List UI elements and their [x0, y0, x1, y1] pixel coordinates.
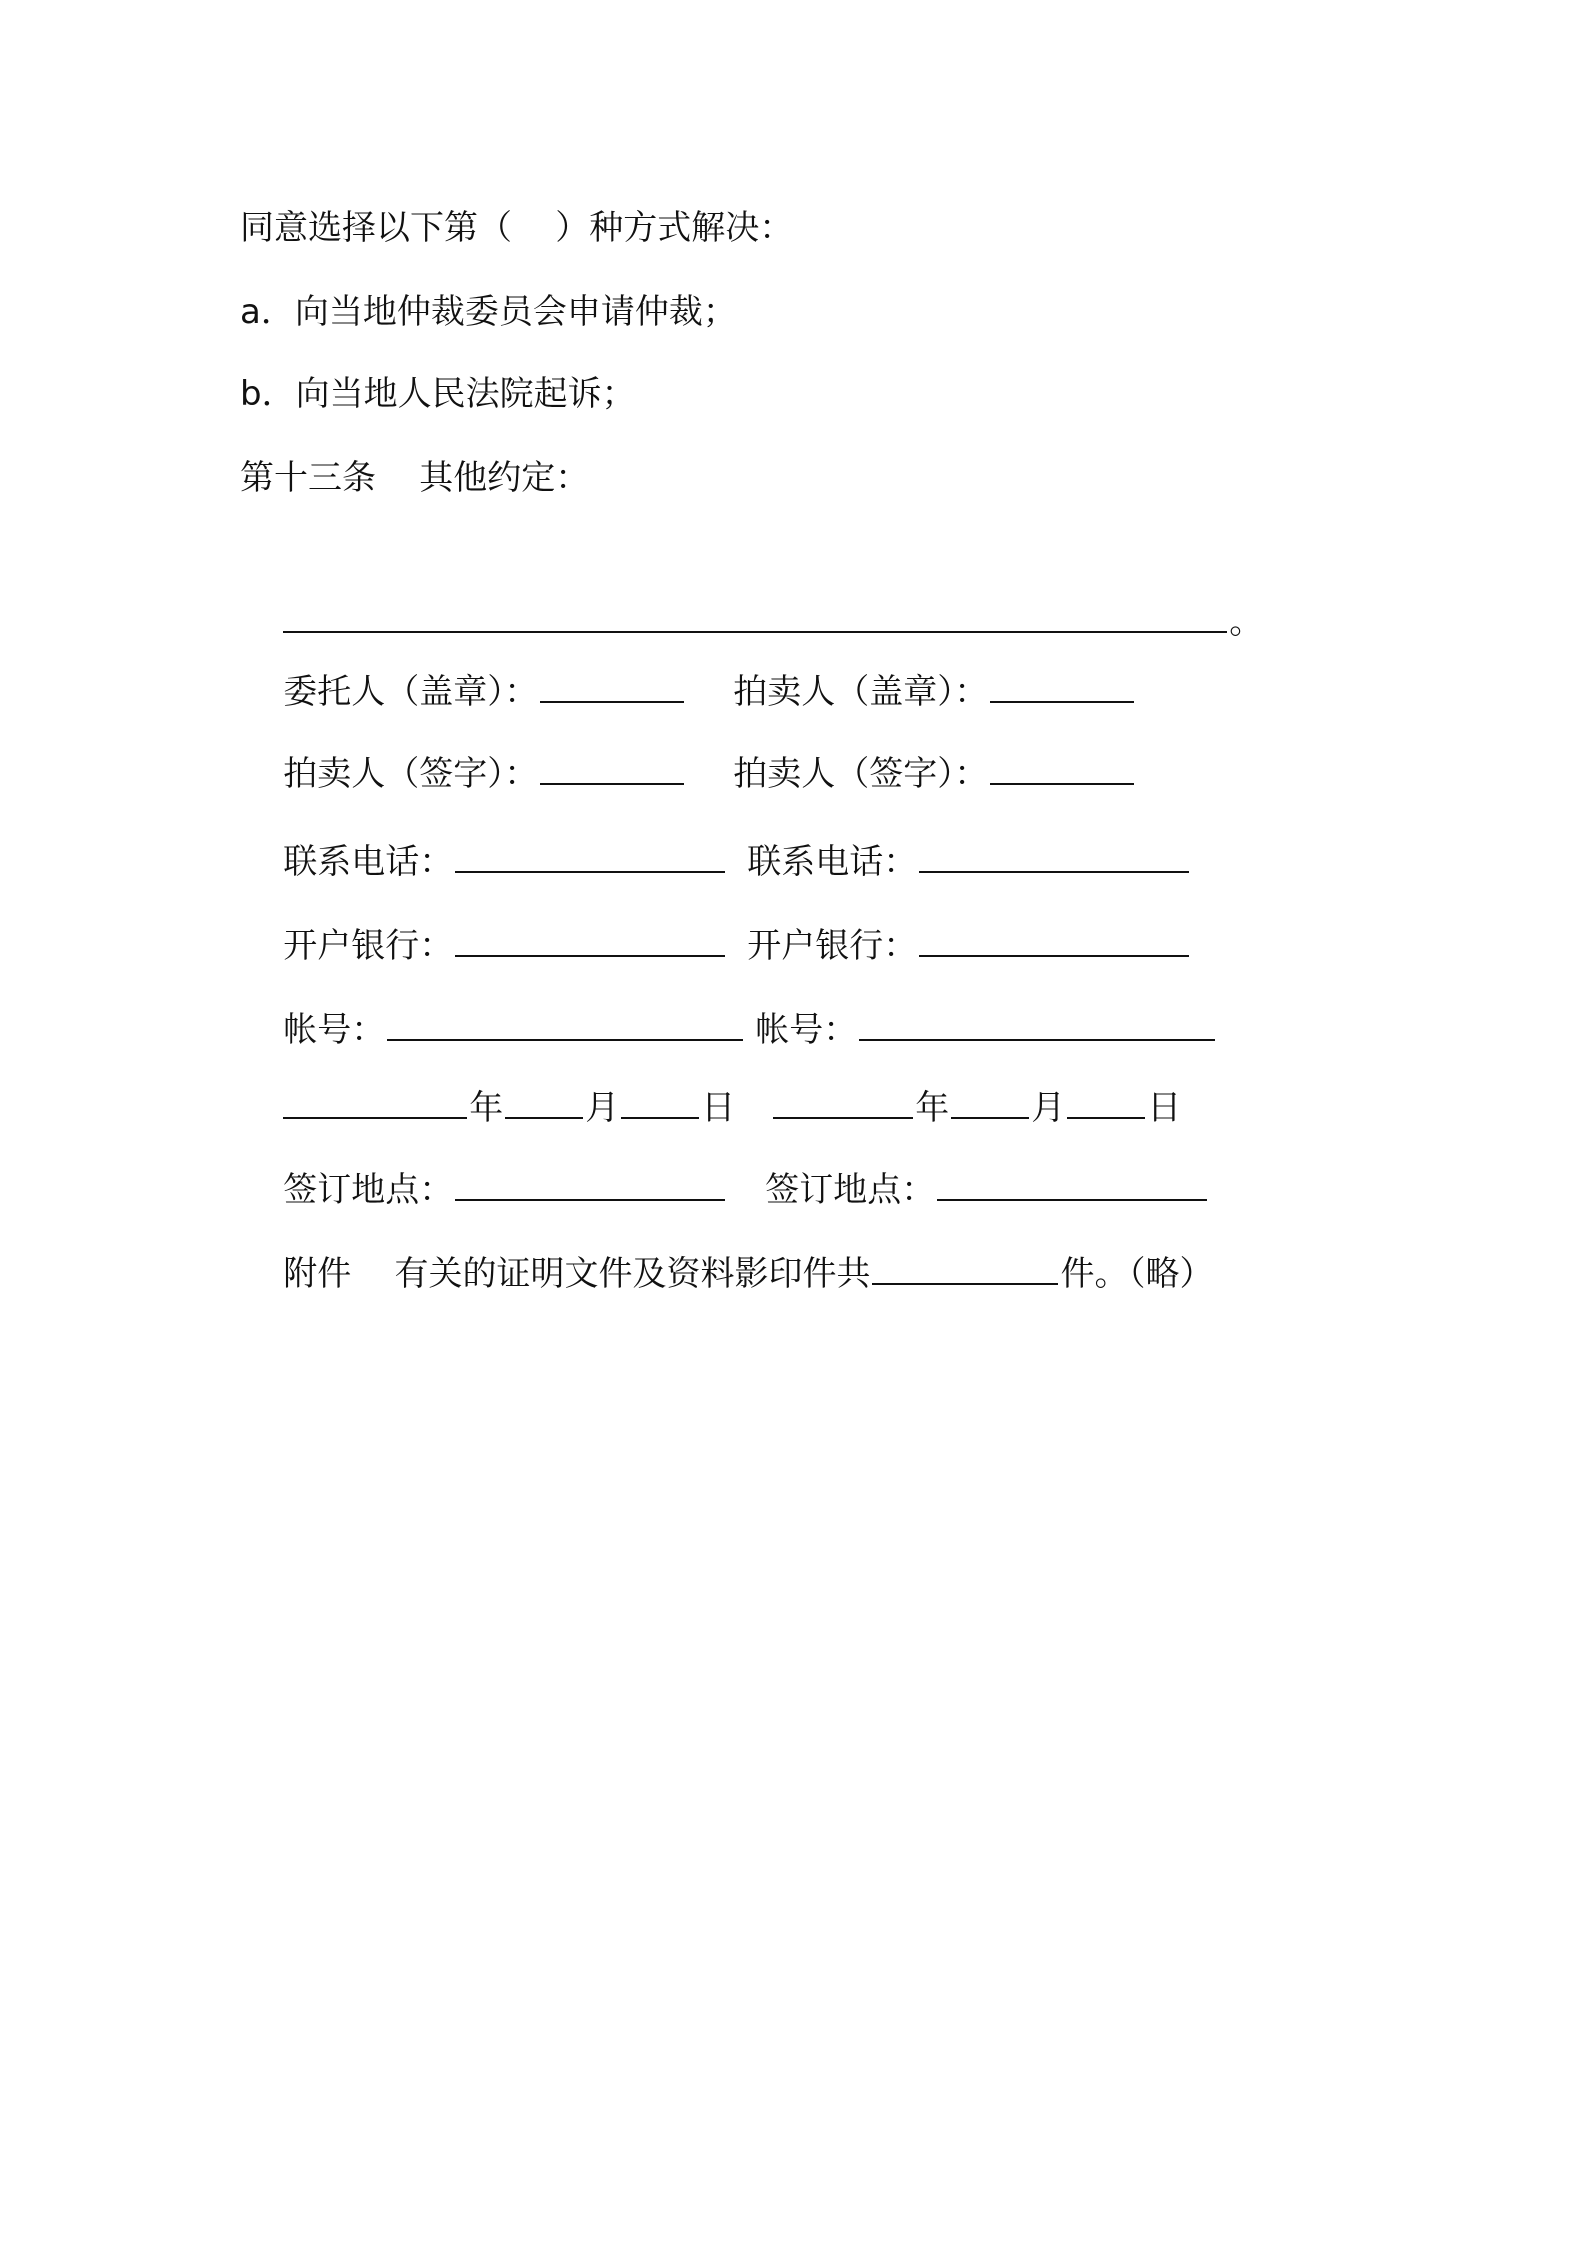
place-label-1: 签订地点：	[283, 1170, 454, 1210]
auctioneer-sign-blank-1	[540, 753, 684, 785]
auctioneer-sign-label-2: 拍卖人（签字）：	[733, 754, 989, 794]
day-label-1: 日	[701, 1088, 736, 1128]
account-label-1: 帐号：	[283, 1010, 386, 1050]
day-blank-1	[621, 1087, 699, 1119]
month-blank-2	[951, 1087, 1029, 1119]
bank-label-2: 开户银行：	[747, 926, 918, 966]
other-agreement-end: 。	[1229, 602, 1264, 642]
place-label-2: 签订地点：	[765, 1170, 936, 1210]
account-blank-2	[859, 1009, 1215, 1041]
month-label-2: 月	[1031, 1088, 1066, 1128]
place-blank-1	[455, 1169, 725, 1201]
day-blank-2	[1067, 1087, 1145, 1119]
option-arbitration: a．向当地仲裁委员会申请仲裁；	[240, 292, 737, 332]
phone-label-2: 联系电话：	[747, 842, 918, 882]
attachment-count-blank	[872, 1253, 1058, 1285]
consignor-seal-label: 委托人（盖章）：	[283, 672, 539, 712]
attachment-suffix: 件。（略）	[1060, 1254, 1214, 1294]
year-blank-2	[773, 1087, 913, 1119]
auctioneer-sign-blank-2	[990, 753, 1134, 785]
bank-blank-2	[919, 925, 1189, 957]
account-label-2: 帐号：	[755, 1010, 858, 1050]
dispute-resolution-choice: 同意选择以下第（ ）种方式解决：	[240, 208, 794, 248]
month-label-1: 月	[585, 1088, 620, 1128]
option-lawsuit: b．向当地人民法院起诉；	[240, 374, 636, 414]
auctioneer-seal-blank	[990, 671, 1134, 703]
day-label-2: 日	[1147, 1088, 1182, 1128]
auctioneer-seal-label: 拍卖人（盖章）：	[733, 672, 989, 712]
year-label-2: 年	[915, 1088, 950, 1128]
article-13-heading: 第十三条 其他约定：	[240, 458, 590, 498]
phone-label-1: 联系电话：	[283, 842, 454, 882]
phone-blank-1	[455, 841, 725, 873]
consignor-seal-blank	[540, 671, 684, 703]
place-blank-2	[937, 1169, 1207, 1201]
account-blank-1	[387, 1009, 743, 1041]
bank-label-1: 开户银行：	[283, 926, 454, 966]
attachment-prefix: 附件 有关的证明文件及资料影印件共	[283, 1254, 871, 1294]
year-label-1: 年	[469, 1088, 504, 1128]
auctioneer-sign-label-1: 拍卖人（签字）：	[283, 754, 539, 794]
bank-blank-1	[455, 925, 725, 957]
attachment-line	[240, 1208, 1213, 1340]
month-blank-1	[505, 1087, 583, 1119]
phone-blank-2	[919, 841, 1189, 873]
year-blank-1	[283, 1087, 467, 1119]
